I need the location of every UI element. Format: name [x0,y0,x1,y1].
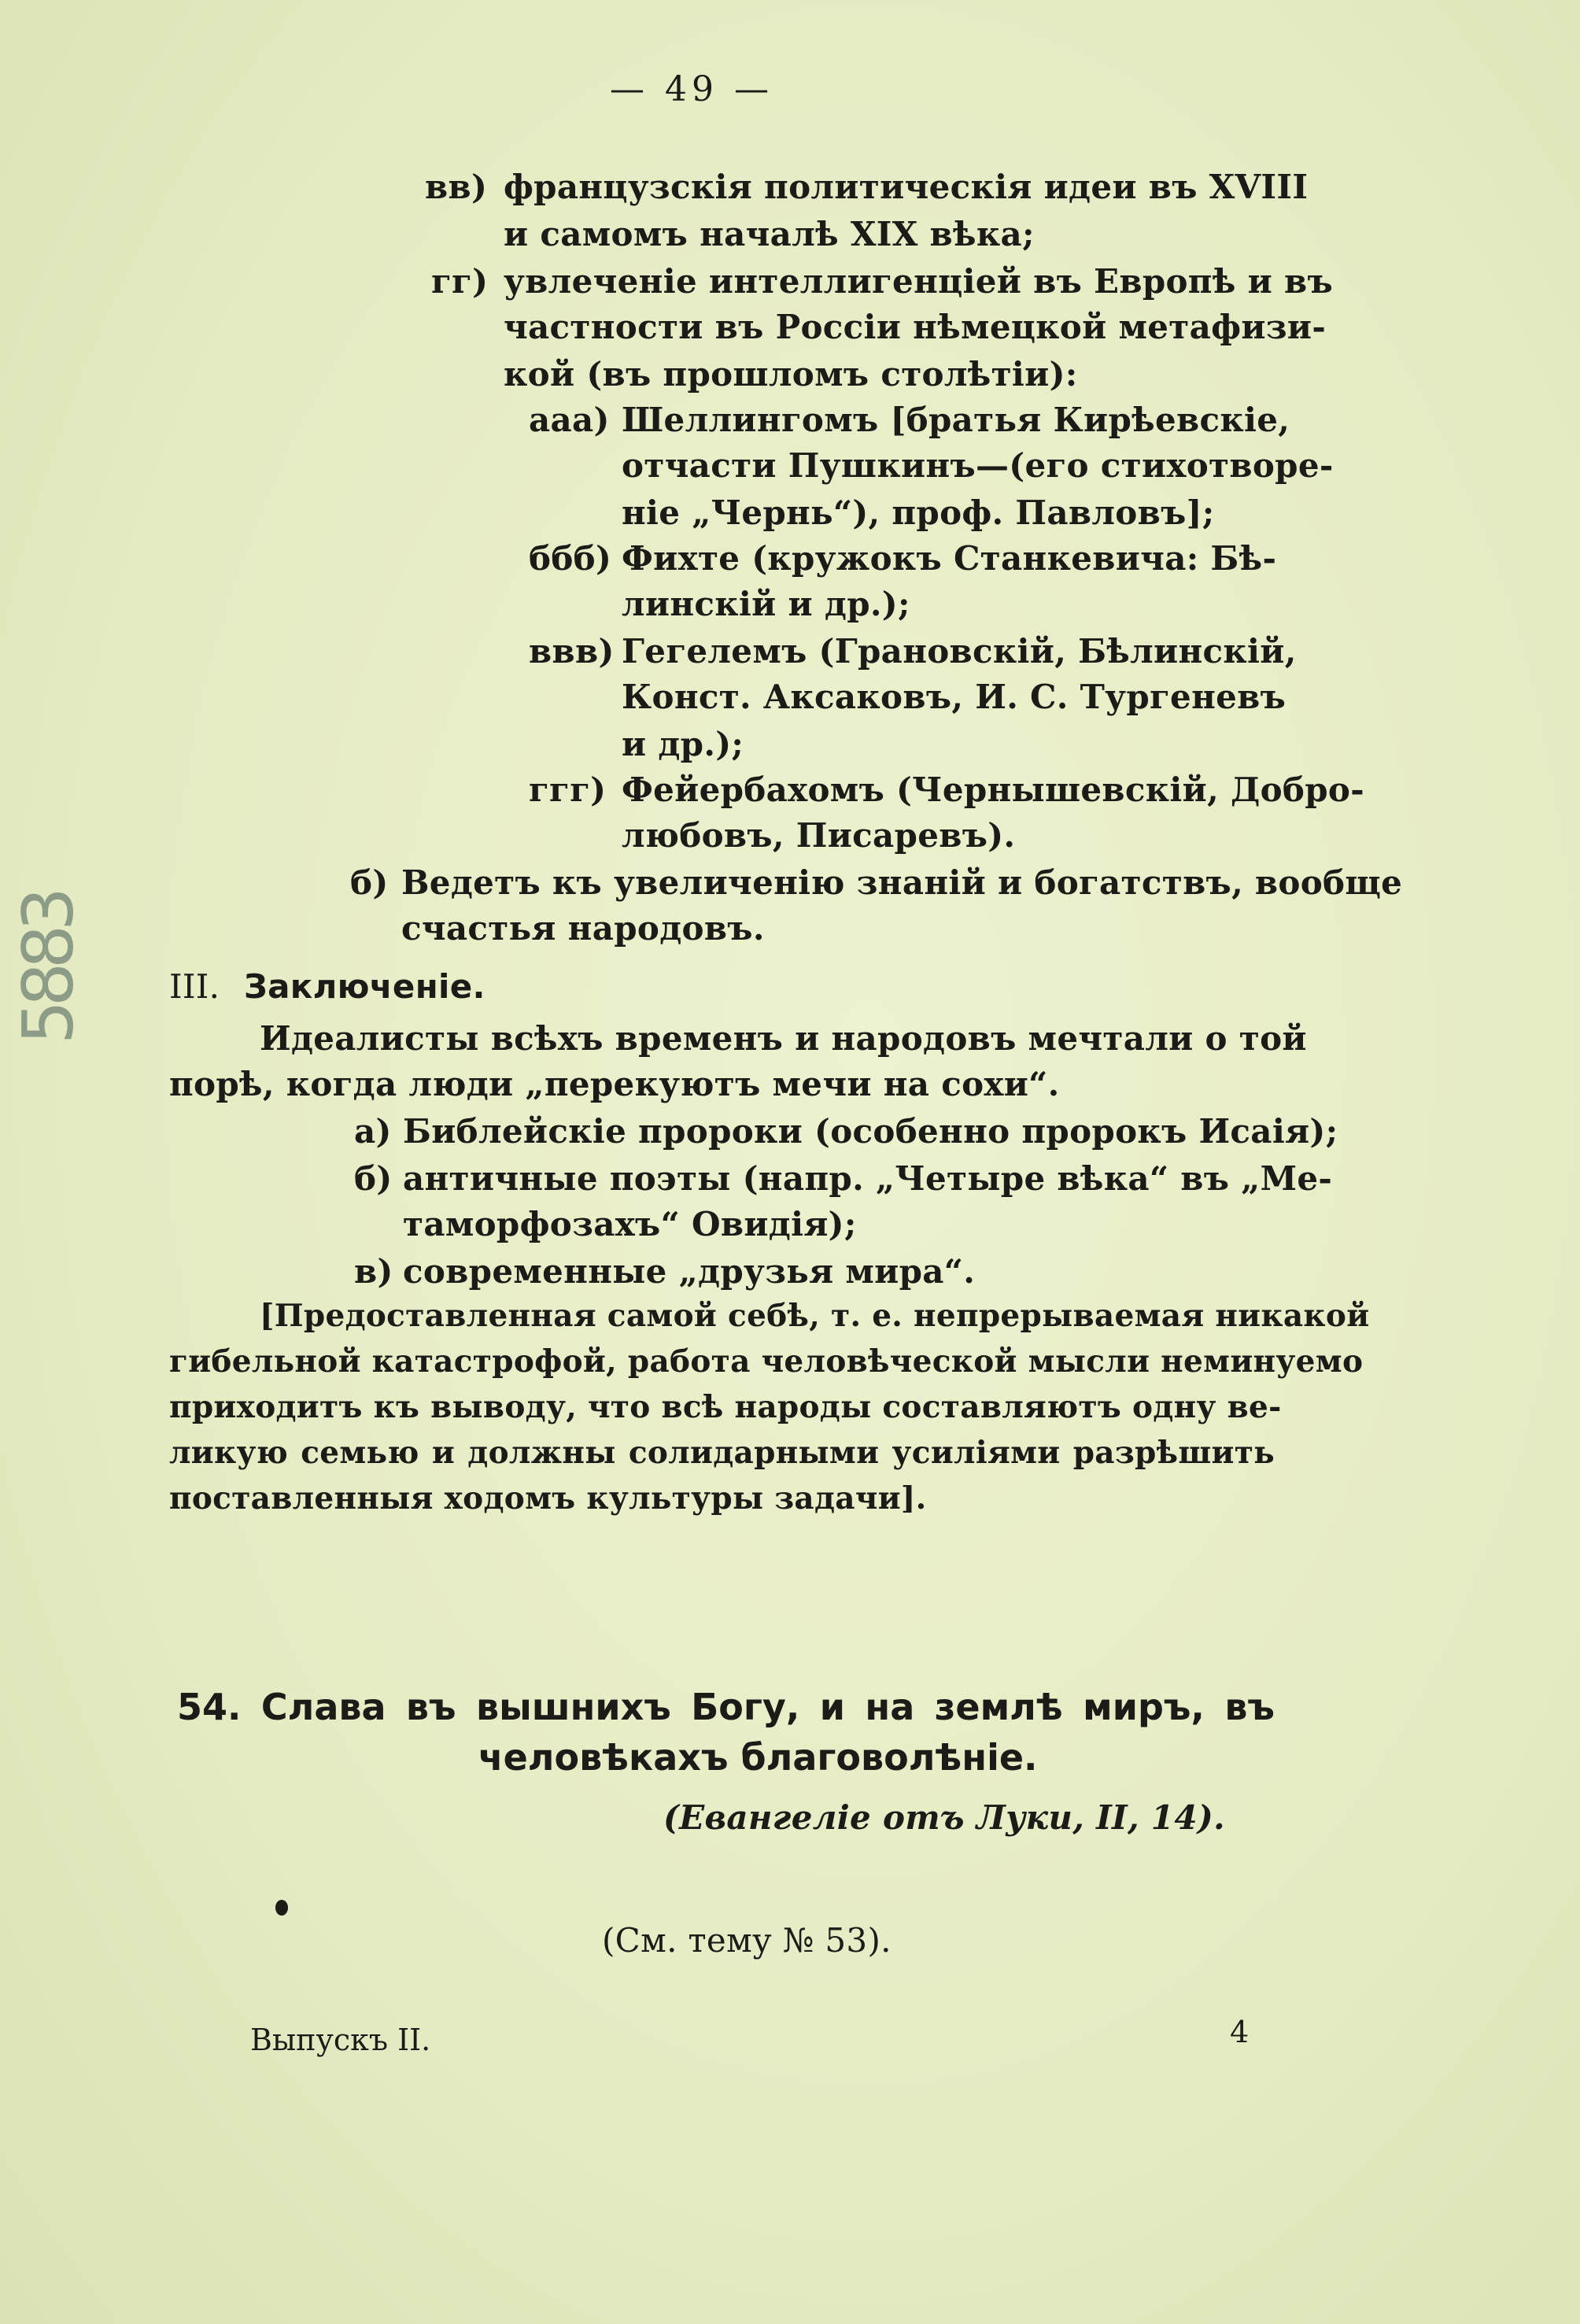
item-label: б) [354,1159,393,1198]
text-line: порѣ, когда люди „перекуютъ мечи на сохи“. [169,1065,1060,1103]
text-line: Конст. Аксаковъ, И. С. Тургеневъ [622,678,1287,716]
text-line: и самомъ началѣ XIX вѣка; [504,215,1035,253]
text-line: гибельной катастрофой, работа человѣческой мысли неминуемо [169,1343,1364,1380]
issue-label: Выпускъ II. [250,2023,431,2057]
list-item-text: Фихте (кружокъ Станкевича: Бѣ- [622,539,1277,578]
list-item [425,165,487,209]
item-label: ааа) [529,401,610,439]
text-line: Идеалисты всѣхъ временъ и народовъ мечтали о той [260,1019,1307,1058]
item-label: ббб) [529,539,612,578]
signature-mark: 4 [1230,2015,1250,2049]
list-item-text: Ведетъ къ увеличенію знаній и богатствъ, вообще [401,863,1403,902]
item-label: а) [354,1112,392,1151]
list-item-text: Фейербахомъ (Чернышевскій, Добро- [622,770,1364,809]
text-line: кой (въ прошломъ столѣтіи): [504,355,1078,393]
text-line: [Предоставленная самой себѣ, т. е. непрерываемая никакой [260,1298,1370,1334]
page-number: — 49 — [610,69,773,109]
text-line: любовъ, Писаревъ). [622,816,1016,855]
ink-spot [275,1900,288,1916]
inventory-stamp: 5883 [8,893,89,1044]
list-item-text: увлеченіе интеллигенціей въ Европѣ и въ [504,262,1333,301]
section-heading: Заключеніе. [244,967,485,1006]
list-item-text: современные „друзья мира“. [403,1252,976,1291]
text-line: и др.); [622,725,744,763]
list-item-text: Шеллингомъ [братья Кирѣевскіе, [622,401,1290,439]
item-label: б) [350,863,389,902]
list-item-text: французскія политическія идеи въ XVIII [504,168,1309,206]
item-label: ггг) [529,770,607,809]
list-item-text: Гегелемъ (Грановскій, Бѣлинскій, [622,632,1297,671]
text-line: линскій и др.); [622,585,910,623]
text-line: таморфозахъ“ Овидія); [403,1205,857,1243]
section-title-line1: 54. Слава въ вышнихъ Богу, и на землѣ миръ, въ [177,1686,1275,1728]
item-label: гг) [431,262,489,301]
item-label: ввв) [529,632,615,671]
section-reference: (См. тему № 53). [602,1921,892,1960]
section-label: III. [169,967,220,1006]
list-item-text: античные поэты (напр. „Четыре вѣка“ въ „Ме- [403,1159,1333,1198]
text-line: поставленныя ходомъ культуры задачи]. [169,1480,927,1517]
section-source: (Евангеліе отъ Луки, II, 14). [663,1798,1225,1837]
text-line: приходитъ къ выводу, что всѣ народы составляютъ одну ве- [169,1389,1282,1425]
list-item-text: Библейскіе пророки (особенно пророкъ Исаія); [403,1112,1338,1151]
section-title-line2: человѣкахъ благоволѣніе. [478,1736,1038,1779]
text-line: ликую семью и должны солидарными усиліями разрѣшить [169,1435,1275,1471]
text-line: отчасти Пушкинъ—(его стихотворе- [622,446,1334,485]
item-label: в) [354,1252,393,1291]
text-line: счастья народовъ. [401,909,765,948]
text-line: частности въ Россіи нѣмецкой метафизи- [504,308,1327,346]
text-line: ніе „Чернь“), проф. Павловъ]; [622,493,1215,532]
item-label: вв) [425,168,488,206]
